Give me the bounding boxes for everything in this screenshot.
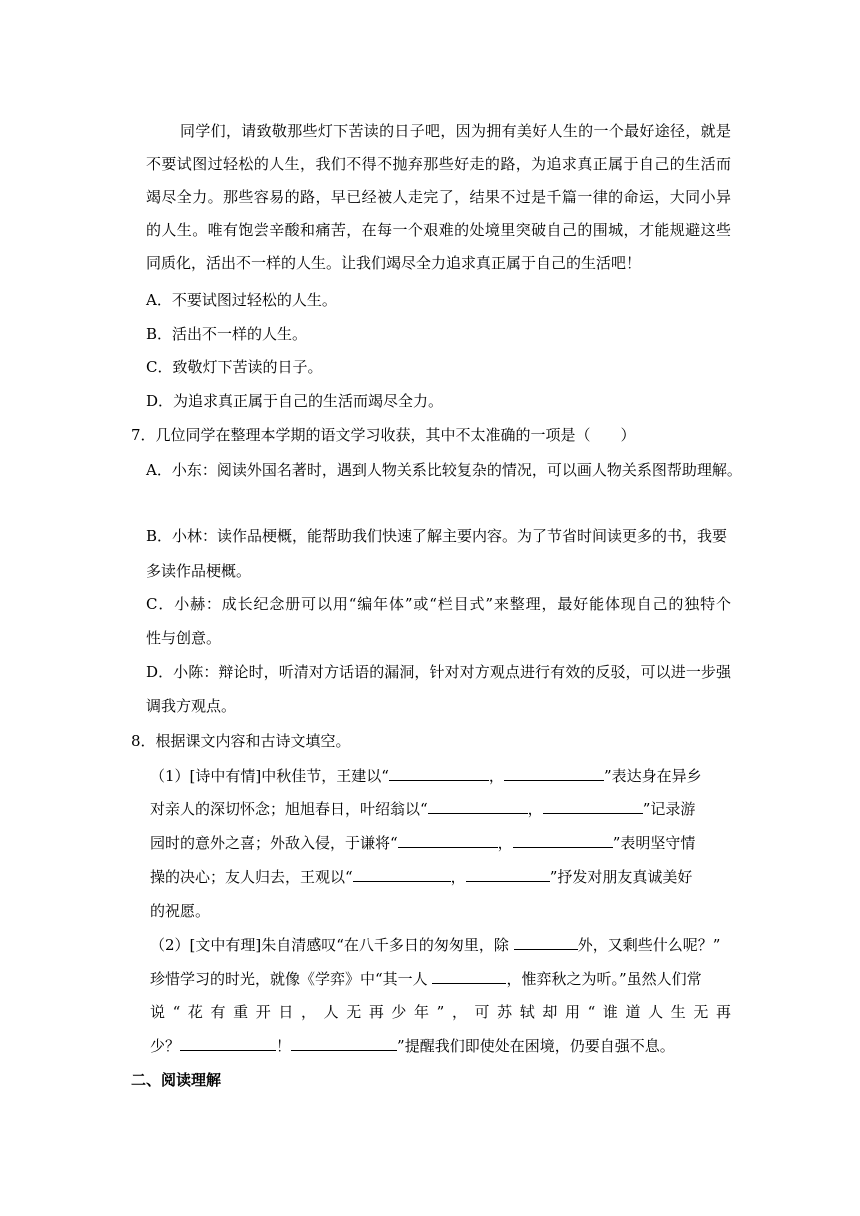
answer-blank[interactable] (353, 867, 451, 882)
fill-text: （2）[文中有理]朱自清感叹“在八千多日的匆匆里，除 (150, 936, 514, 954)
option-a: A．不要试图过轻松的人生。 (146, 291, 337, 309)
fill-text: 园时的意外之喜；外敌入侵，于谦将“ (150, 834, 398, 852)
fill-text: ”表达身在异乡 (603, 767, 702, 785)
answer-blank[interactable] (514, 935, 578, 950)
fill-line (150, 833, 695, 853)
answer-blank[interactable] (513, 833, 613, 848)
fill-line (150, 799, 695, 819)
answer-blank[interactable] (389, 766, 489, 781)
option-a: A．小东：阅读外国名著时，遇到人物关系比较复杂的情况，可以画人物关系图帮助理解。 (146, 461, 742, 479)
answer-blank[interactable] (291, 1036, 397, 1051)
option-b-cont: 多读作品梗概。 (146, 562, 252, 580)
answer-blank[interactable] (180, 1036, 276, 1051)
fill-line: 的祝愿。 (150, 902, 211, 920)
section-heading: 二、阅读理解 (131, 1071, 222, 1089)
fill-line (150, 935, 720, 955)
fill-text: ，惟弈秋之为听。”虽然人们常 (506, 970, 702, 988)
answer-blank[interactable] (432, 969, 506, 984)
option-c: C．小赫：成长纪念册可以用“编年体”或“栏目式”来整理，最好能体现自己的独特个 (146, 595, 731, 613)
fill-text: ， (450, 868, 466, 886)
fill-line (150, 1036, 675, 1056)
question-stem: 7．几位同学在整理本学期的语文学习收获，其中不太准确的一项是（ ） (131, 426, 636, 444)
fill-text: 珍惜学习的时光，就像《学弈》中“其一人 (150, 970, 433, 988)
passage-line: 的人生。唯有饱尝辛酸和痛苦，在每一个艰难的处境里突破自己的围城，才能规避这些 (146, 221, 731, 239)
fill-text: （1）[诗中有情]中秋佳节，王建以“ (150, 767, 389, 785)
option-d: D．为追求真正属于自己的生活而竭尽全力。 (146, 392, 444, 410)
fill-text: 对亲人的深切怀念；旭旭春日，叶绍翁以“ (150, 800, 428, 818)
fill-text: ， (488, 767, 504, 785)
passage-line: 不要试图过轻松的人生，我们不得不抛弃那些好走的路，为追求真正属于自己的生活而 (146, 155, 731, 173)
passage-line: 同学们，请致敬那些灯下苦读的日子吧，因为拥有美好人生的一个最好途径，就是 (180, 122, 731, 140)
fill-text: ”抒发对朋友真诚美好 (549, 868, 693, 886)
fill-text: ”提醒我们即使处在困境，仍要自强不息。 (397, 1037, 675, 1055)
fill-text: 外，又剩些什么呢？” (577, 936, 721, 954)
fill-text: ”表明坚守情 (612, 834, 696, 852)
question-stem: 8．根据课文内容和古诗文填空。 (131, 732, 351, 750)
answer-blank[interactable] (398, 833, 498, 848)
answer-blank[interactable] (428, 799, 528, 814)
passage-line: 竭尽全力。那些容易的路，早已经被人走完了，结果不过是千篇一律的命运，大同小异 (146, 188, 731, 206)
fill-line (150, 867, 692, 887)
option-b: B．活出不一样的人生。 (146, 325, 308, 343)
option-c: C．致敬灯下苦读的日子。 (146, 358, 323, 376)
fill-line (150, 969, 702, 989)
answer-blank[interactable] (504, 766, 604, 781)
fill-text: 少？ (150, 1037, 181, 1055)
answer-blank[interactable] (466, 867, 550, 882)
fill-line (150, 766, 702, 786)
option-d: D．小陈：辩论时，听清对方话语的漏洞，针对对方观点进行有效的反驳，可以进一步强 (146, 663, 731, 681)
option-d-cont: 调我方观点。 (146, 697, 237, 715)
passage-line: 同质化，活出不一样的人生。让我们竭尽全力追求真正属于自己的生活吧！ (146, 254, 642, 272)
fill-text: ， (527, 800, 543, 818)
fill-line: 说“花有重开日，人无再少年”，可苏轼却用“谁道人生无再 (150, 1003, 731, 1021)
fill-text: 操的决心；友人归去，王观以“ (150, 868, 353, 886)
option-b: B．小林：读作品梗概，能帮助我们快速了解主要内容。为了节省时间读更多的书，我要 (146, 527, 728, 545)
fill-text: ， (497, 834, 513, 852)
fill-text: ！ (276, 1037, 292, 1055)
fill-text: ”记录游 (642, 800, 696, 818)
answer-blank[interactable] (543, 799, 643, 814)
option-c-cont: 性与创意。 (146, 629, 222, 647)
